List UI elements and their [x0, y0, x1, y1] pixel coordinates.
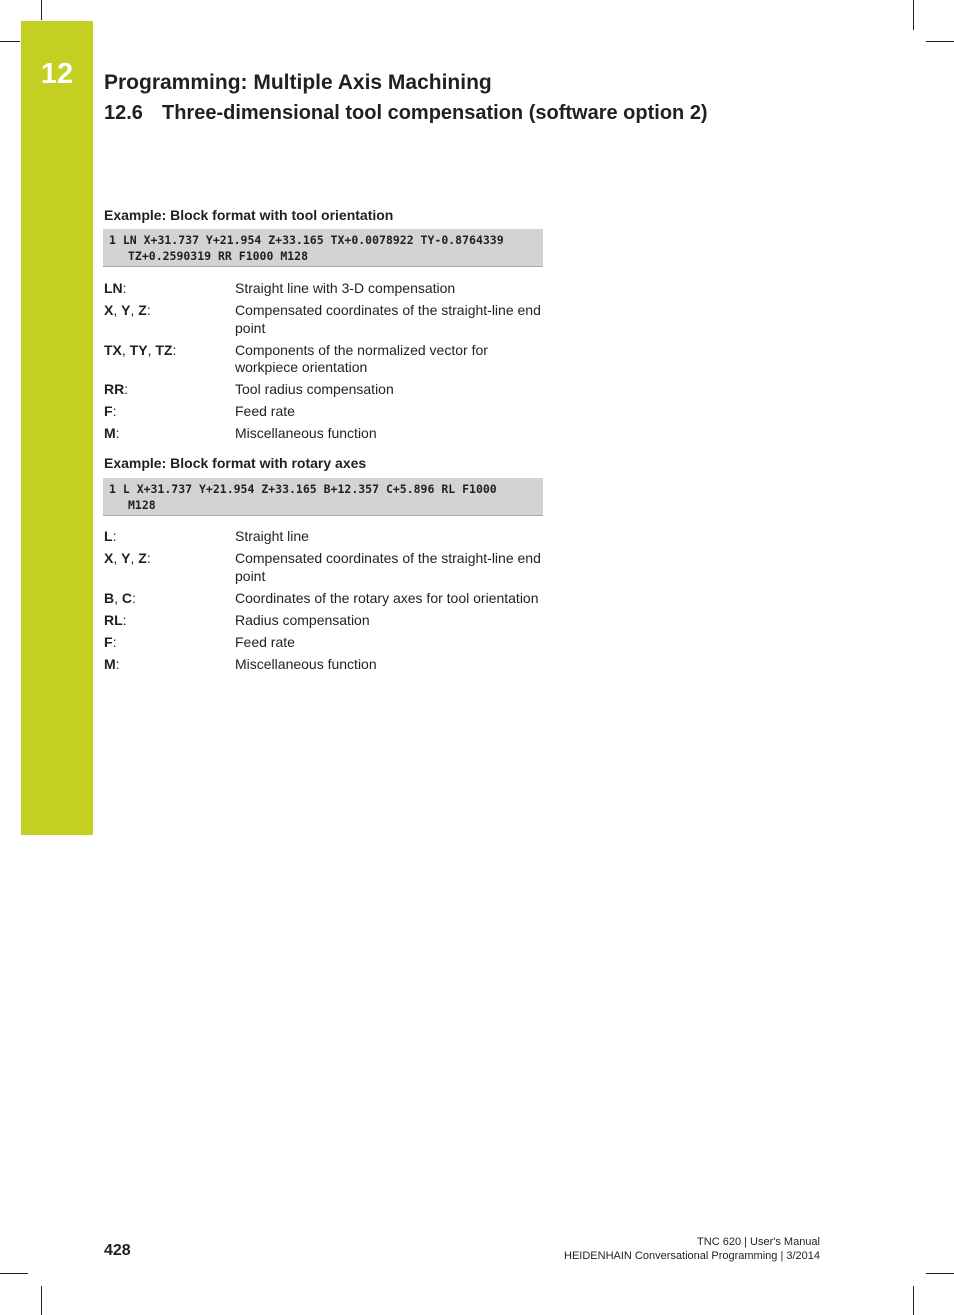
parameter-row: [104, 550, 544, 585]
parameter-row: [104, 302, 544, 337]
parameter-description: Tool radius compensation: [235, 381, 394, 397]
parameter-description: Feed rate: [235, 403, 295, 419]
parameter-description: Components of the normalized vector for workpiece orientation: [235, 341, 488, 375]
code-line: 1 LN X+31.737 Y+21.954 Z+33.165 TX+0.0078922 TY-0.8764339: [109, 233, 504, 247]
parameter-row: [104, 634, 544, 652]
parameter-key: X, Y, Z:: [104, 302, 151, 318]
chapter-number: 12: [40, 58, 74, 90]
code-block: [103, 229, 543, 267]
example-heading: Example: Block format with tool orientation: [104, 207, 394, 223]
crop-mark: [41, 0, 42, 20]
parameter-key: M:: [104, 425, 120, 441]
parameter-key: RL:: [104, 611, 127, 628]
chapter-tab-bar: [21, 21, 93, 835]
example-heading: Example: Block format with rotary axes: [104, 455, 367, 471]
crop-mark: [0, 41, 20, 42]
code-line: M128: [128, 498, 156, 512]
parameter-list: [104, 280, 544, 447]
crop-mark: [41, 1286, 42, 1315]
parameter-row: [104, 403, 544, 421]
parameter-description: Radius compensation: [235, 611, 370, 628]
code-line: TZ+0.2590319 RR F1000 M128: [128, 249, 309, 263]
parameter-key: TX, TY, TZ:: [104, 341, 177, 358]
crop-mark: [0, 1273, 28, 1274]
parameter-row: [104, 612, 544, 630]
parameter-row: [104, 280, 544, 298]
parameter-key: F:: [104, 403, 117, 419]
code-line: 1 L X+31.737 Y+21.954 Z+33.165 B+12.357 C+5.896 RL F1000: [109, 482, 497, 496]
parameter-row: [104, 590, 544, 608]
parameter-key: LN:: [104, 280, 127, 296]
crop-mark: [926, 41, 954, 42]
parameter-description: Miscellaneous function: [235, 425, 377, 441]
parameter-row: [104, 381, 544, 399]
parameter-row: [104, 528, 544, 546]
footer-line-2: HEIDENHAIN Conversational Programming | 3/2014: [564, 1250, 820, 1262]
crop-mark: [913, 1286, 914, 1315]
parameter-description: Feed rate: [235, 633, 295, 650]
page-number: 428: [104, 1242, 131, 1259]
section-number: 12.6: [104, 102, 143, 124]
parameter-description: Straight line with 3-D compensation: [235, 280, 456, 296]
crop-mark: [926, 1273, 954, 1274]
chapter-title: Programming: Multiple Axis Machining: [104, 71, 492, 94]
parameter-description: Compensated coordinates of the straight-line end point: [235, 302, 541, 336]
parameter-key: M:: [104, 655, 120, 672]
parameter-row: [104, 342, 544, 377]
parameter-key: X, Y, Z:: [104, 550, 151, 566]
code-block: [103, 478, 543, 516]
parameter-description: Compensated coordinates of the straight-line end point: [235, 550, 541, 584]
parameter-key: RR:: [104, 381, 129, 397]
section-title-text: Three-dimensional tool compensation (software option 2): [162, 102, 708, 124]
parameter-list: [104, 528, 544, 678]
parameter-row: [104, 425, 544, 443]
parameter-description: Coordinates of the rotary axes for tool orientation: [235, 589, 539, 606]
footer-text: [564, 1235, 820, 1263]
crop-mark: [913, 0, 914, 30]
footer-line-1: TNC 620 | User's Manual: [697, 1236, 820, 1248]
parameter-key: L:: [104, 528, 117, 544]
parameter-key: B, C:: [104, 589, 136, 606]
section-title: [104, 102, 708, 125]
parameter-description: Miscellaneous function: [235, 655, 377, 672]
parameter-key: F:: [104, 633, 117, 650]
parameter-row: [104, 656, 544, 674]
parameter-description: Straight line: [235, 528, 309, 544]
